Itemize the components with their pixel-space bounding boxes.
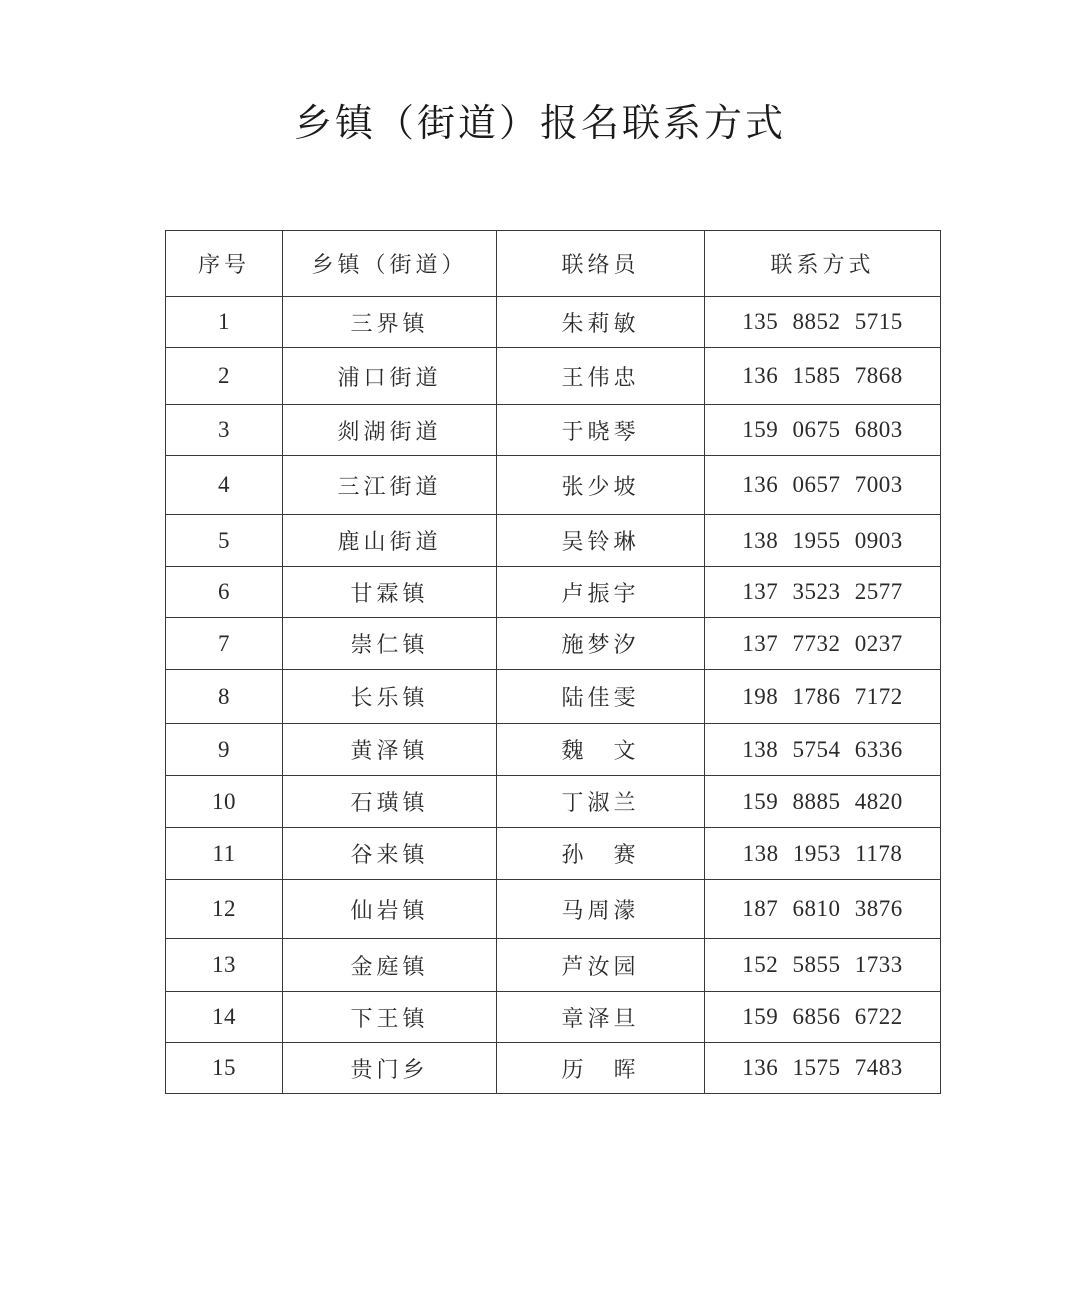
serial-number-cell: 12 — [166, 880, 283, 939]
serial-number-cell: 9 — [166, 724, 283, 776]
phone-number-cell: 159 8885 4820 — [705, 776, 941, 828]
phone-number-cell: 137 3523 2577 — [705, 567, 941, 618]
header-town: 乡镇（街道） — [283, 231, 497, 297]
phone-number-cell: 136 1575 7483 — [705, 1043, 941, 1094]
table-row — [166, 724, 941, 776]
serial-number-cell: 4 — [166, 456, 283, 515]
table-row — [166, 515, 941, 567]
contact-person-cell: 张少坡 — [497, 456, 705, 515]
town-cell: 仙岩镇 — [283, 880, 497, 939]
serial-number-cell: 3 — [166, 405, 283, 456]
town-cell: 崇仁镇 — [283, 618, 497, 670]
contact-person-cell: 于晓琴 — [497, 405, 705, 456]
contact-person-cell: 历 晖 — [497, 1043, 705, 1094]
contact-person-cell: 孙 赛 — [497, 828, 705, 880]
table-row — [166, 456, 941, 515]
serial-number-cell: 7 — [166, 618, 283, 670]
table-row — [166, 297, 941, 348]
contact-person-cell: 芦汝园 — [497, 939, 705, 992]
phone-number-cell: 135 8852 5715 — [705, 297, 941, 348]
phone-number-cell: 198 1786 7172 — [705, 670, 941, 724]
phone-number-cell: 138 5754 6336 — [705, 724, 941, 776]
table-row — [166, 880, 941, 939]
contact-person-cell: 陆佳雯 — [497, 670, 705, 724]
table-row — [166, 1043, 941, 1094]
contact-person-cell: 马周濛 — [497, 880, 705, 939]
contact-person-cell: 章泽旦 — [497, 992, 705, 1043]
contact-person-cell: 王伟忠 — [497, 348, 705, 405]
serial-number-cell: 10 — [166, 776, 283, 828]
table-row — [166, 992, 941, 1043]
contact-person-cell: 魏 文 — [497, 724, 705, 776]
serial-number-cell: 5 — [166, 515, 283, 567]
page-title: 乡镇（街道）报名联系方式 — [293, 101, 786, 145]
phone-number-cell: 138 1955 0903 — [705, 515, 941, 567]
contact-person-cell: 施梦汐 — [497, 618, 705, 670]
phone-number-cell: 136 1585 7868 — [705, 348, 941, 405]
table-row — [166, 828, 941, 880]
town-cell: 石璜镇 — [283, 776, 497, 828]
phone-number-cell: 136 0657 7003 — [705, 456, 941, 515]
serial-number-cell: 14 — [166, 992, 283, 1043]
table-row — [166, 348, 941, 405]
town-cell: 鹿山街道 — [283, 515, 497, 567]
table-row — [166, 567, 941, 618]
town-cell: 浦口街道 — [283, 348, 497, 405]
contact-person-cell: 吴铃琳 — [497, 515, 705, 567]
contact-person-cell: 朱莉敏 — [497, 297, 705, 348]
table-row — [166, 618, 941, 670]
town-cell: 下王镇 — [283, 992, 497, 1043]
town-cell: 甘霖镇 — [283, 567, 497, 618]
phone-number-cell: 159 6856 6722 — [705, 992, 941, 1043]
header-contact-info: 联系方式 — [705, 231, 941, 297]
serial-number-cell: 11 — [166, 828, 283, 880]
serial-number-cell: 15 — [166, 1043, 283, 1094]
header-contact-person: 联络员 — [497, 231, 705, 297]
phone-number-cell: 137 7732 0237 — [705, 618, 941, 670]
phone-number-cell: 159 0675 6803 — [705, 405, 941, 456]
phone-number-cell: 152 5855 1733 — [705, 939, 941, 992]
town-cell: 贵门乡 — [283, 1043, 497, 1094]
serial-number-cell: 13 — [166, 939, 283, 992]
table-row — [166, 776, 941, 828]
table-row — [166, 670, 941, 724]
serial-number-cell: 6 — [166, 567, 283, 618]
contact-person-cell: 丁淑兰 — [497, 776, 705, 828]
header-serial-number: 序号 — [166, 231, 283, 297]
town-cell: 三界镇 — [283, 297, 497, 348]
town-cell: 金庭镇 — [283, 939, 497, 992]
contact-person-cell: 卢振宇 — [497, 567, 705, 618]
table-row — [166, 405, 941, 456]
phone-number-cell: 138 1953 1178 — [705, 828, 941, 880]
table-row — [166, 939, 941, 992]
town-cell: 谷来镇 — [283, 828, 497, 880]
serial-number-cell: 1 — [166, 297, 283, 348]
header-row — [166, 231, 941, 297]
town-cell: 长乐镇 — [283, 670, 497, 724]
contact-table — [165, 230, 941, 1094]
serial-number-cell: 8 — [166, 670, 283, 724]
town-cell: 剡湖街道 — [283, 405, 497, 456]
town-cell: 黄泽镇 — [283, 724, 497, 776]
town-cell: 三江街道 — [283, 456, 497, 515]
serial-number-cell: 2 — [166, 348, 283, 405]
phone-number-cell: 187 6810 3876 — [705, 880, 941, 939]
